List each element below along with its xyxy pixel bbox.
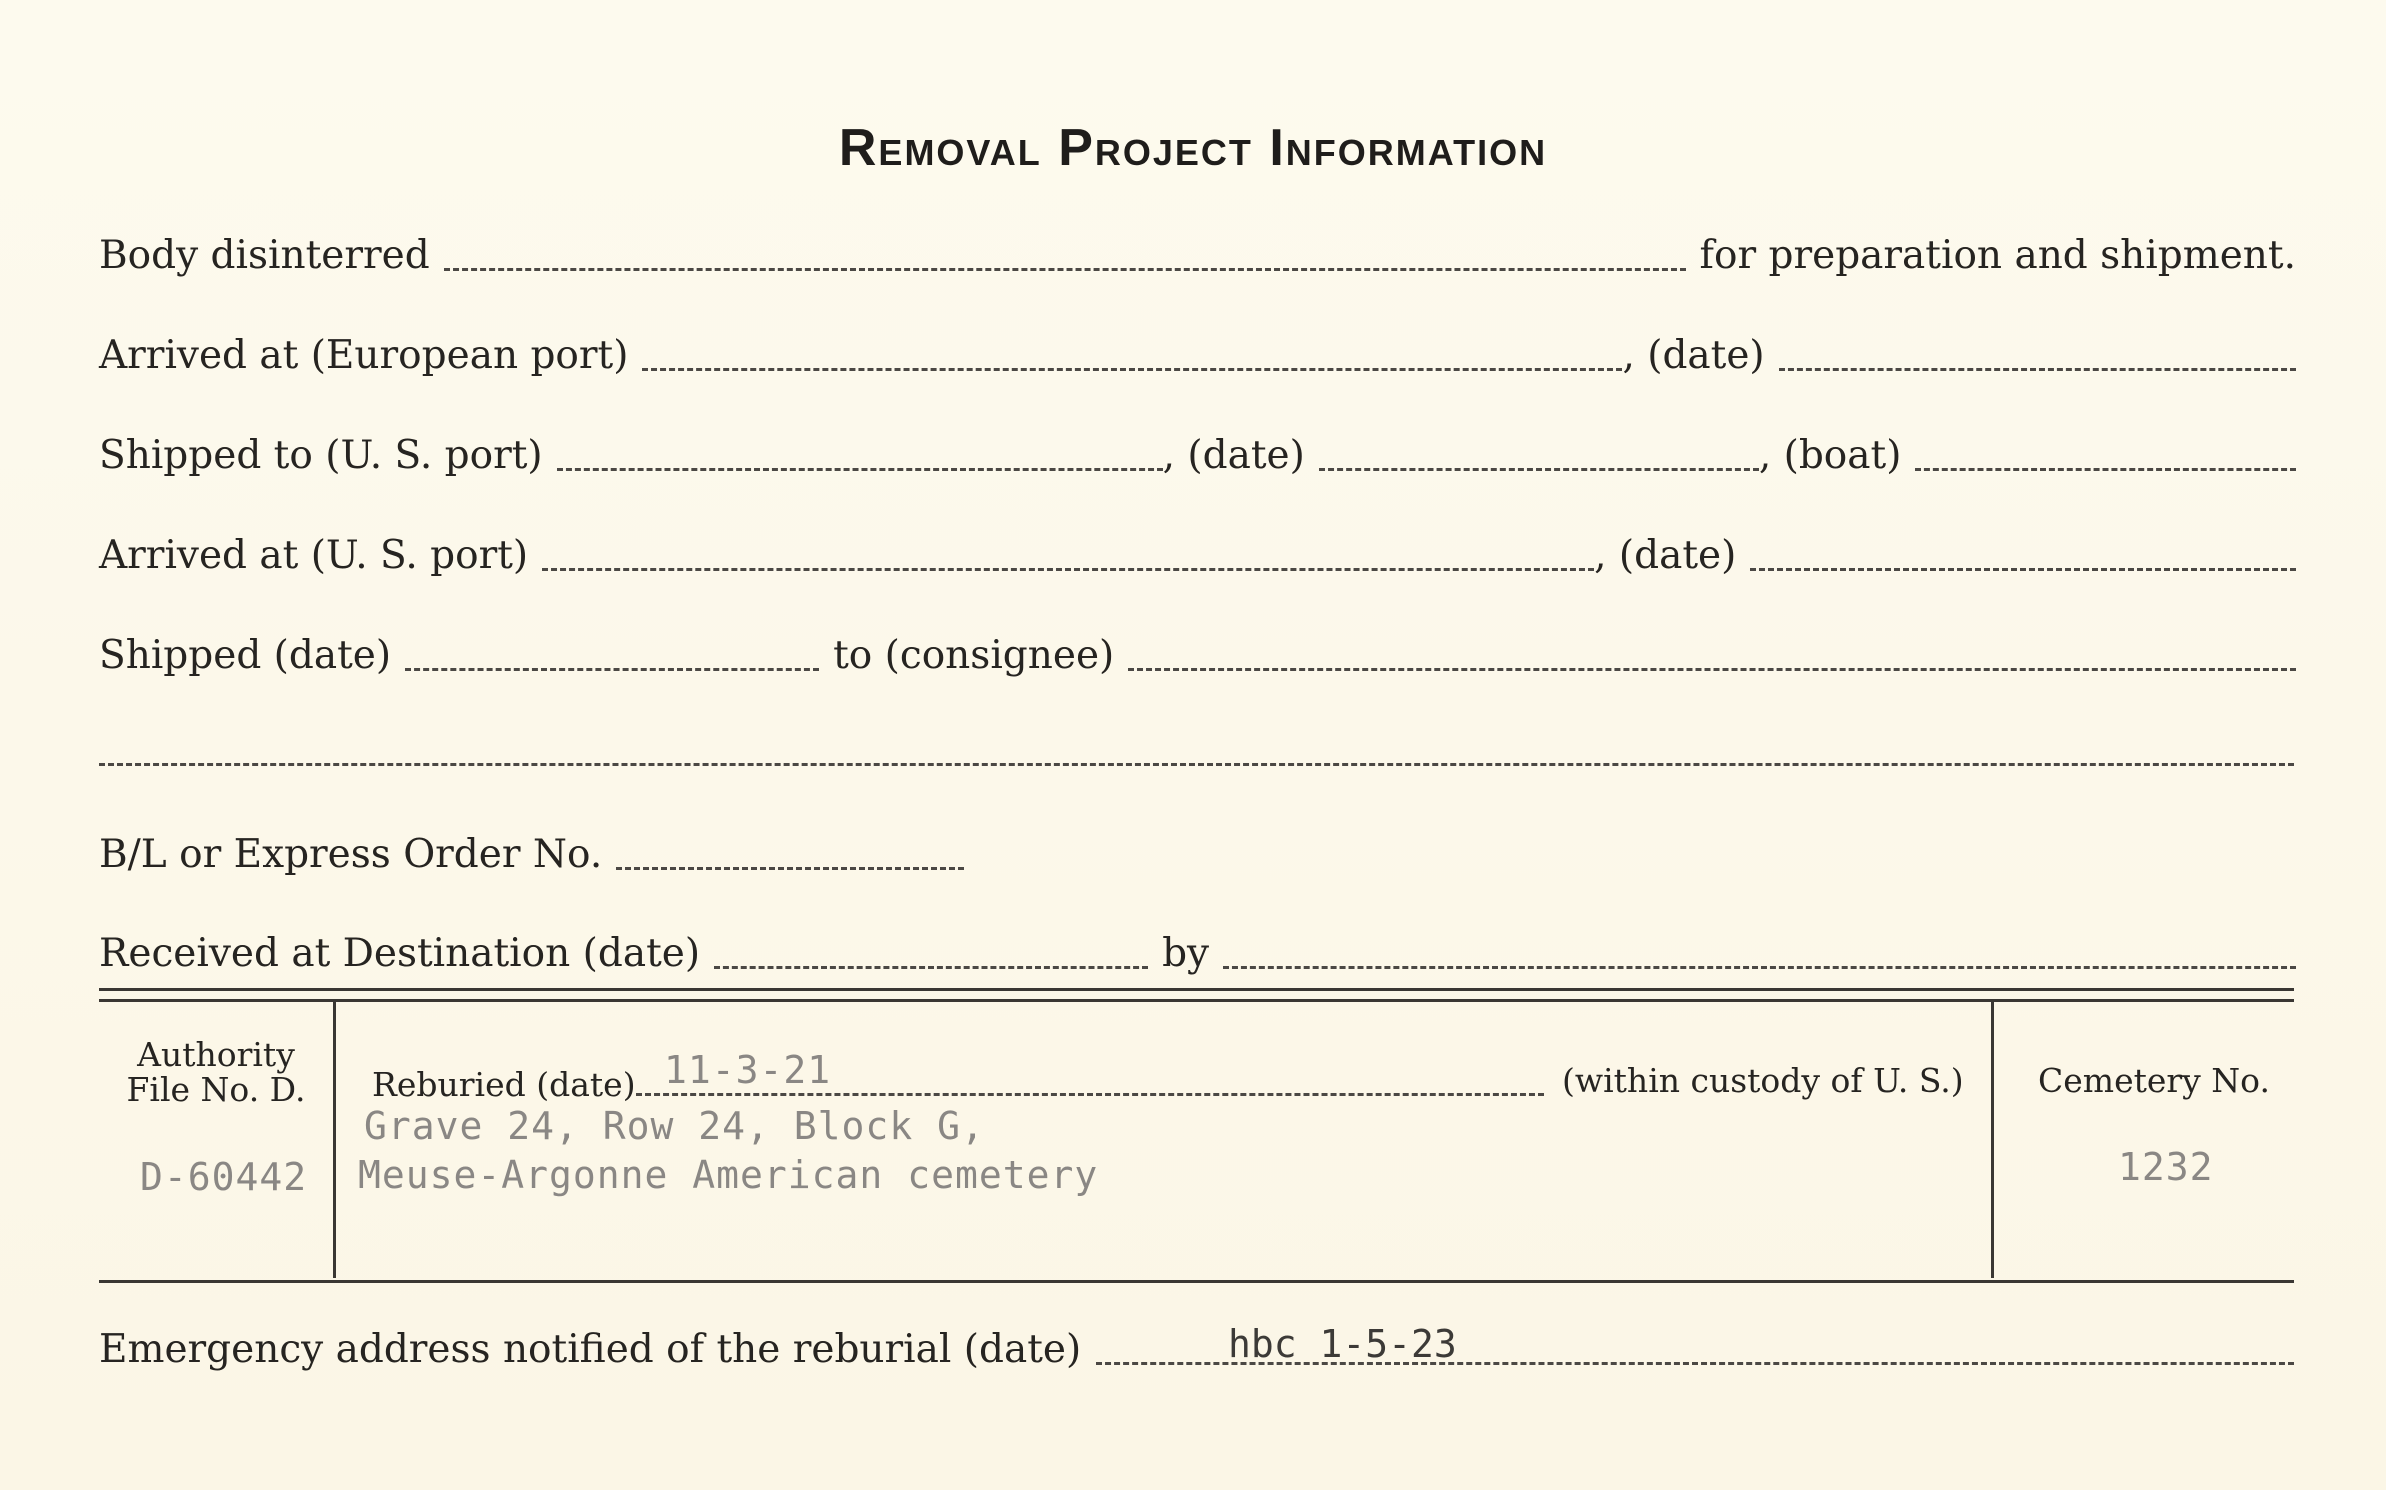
row-arrived-us [99,521,2296,581]
shipped-date-label: , (date) [1162,433,1305,478]
arrived-us-label: Arrived at (U. S. port) [99,533,529,578]
arrived-us-port-field[interactable] [542,568,1594,571]
authority-file-number: D-60442 [140,1155,308,1199]
row-arrived-european [99,321,2296,381]
emergency-label: Emergency address notified of the reburial (date) [99,1327,1082,1372]
boat-field[interactable] [1915,468,2296,471]
authority-label: Authority File No. D. [126,1035,306,1109]
reburied-date-value: 11-3-21 [664,1048,832,1092]
arrived-european-label: Arrived at (European port) [99,333,629,378]
table-top-rule [99,988,2294,1002]
grave-location-line2: Meuse-Argonne American cemetery [358,1153,1099,1197]
arrived-us-date-label: , (date) [1594,533,1737,578]
received-date-field[interactable] [714,966,1148,969]
cemetery-no-label: Cemetery No. [2038,1061,2270,1100]
within-custody-label: (within custody of U. S.) [1562,1061,1964,1100]
emergency-notified-value: hbc 1-5-23 [1228,1322,1457,1366]
shipped-date-field-2[interactable] [405,668,819,671]
us-port-field[interactable] [557,468,1163,471]
row-shipped-to-us [99,421,2296,481]
body-disinterred-label: Body disinterred [99,233,430,278]
received-by-field[interactable] [1223,966,2296,969]
by-label: by [1162,931,1210,976]
received-destination-label: Received at Destination (date) [99,931,701,976]
form-title: Removal Project Information [838,119,1548,177]
table-bottom-rule [99,1280,2294,1283]
row-shipped-consignee [99,621,2296,681]
consignee-continuation-field[interactable] [99,763,2294,766]
row-bl-order [99,820,999,880]
boat-label: , (boat) [1758,433,1902,478]
european-port-field[interactable] [642,368,1622,371]
reburied-label: Reburied (date) [372,1065,636,1104]
shipped-to-us-label: Shipped to (U. S. port) [99,433,543,478]
european-date-field[interactable] [1779,368,2296,371]
bl-order-field[interactable] [616,867,964,870]
consignee-field[interactable] [1128,668,2296,671]
grave-location-line1: Grave 24, Row 24, Block G, [364,1104,985,1148]
shipped-date-label-2: Shipped (date) [99,633,392,678]
consignee-label: to (consignee) [833,633,1115,678]
for-preparation-label: for preparation and shipment. [1699,233,2296,278]
column-divider-right [1991,1000,1994,1278]
reburied-date-field[interactable] [636,1093,1544,1096]
row-body-disinterred [99,221,2296,281]
row-received-destination [99,919,2296,979]
body-disinterred-field[interactable] [444,268,1686,271]
cemetery-number: 1232 [2118,1145,2214,1189]
european-date-label: , (date) [1622,333,1765,378]
shipped-date-field[interactable] [1319,468,1759,471]
bl-order-label: B/L or Express Order No. [99,832,603,877]
arrived-us-date-field[interactable] [1750,568,2296,571]
